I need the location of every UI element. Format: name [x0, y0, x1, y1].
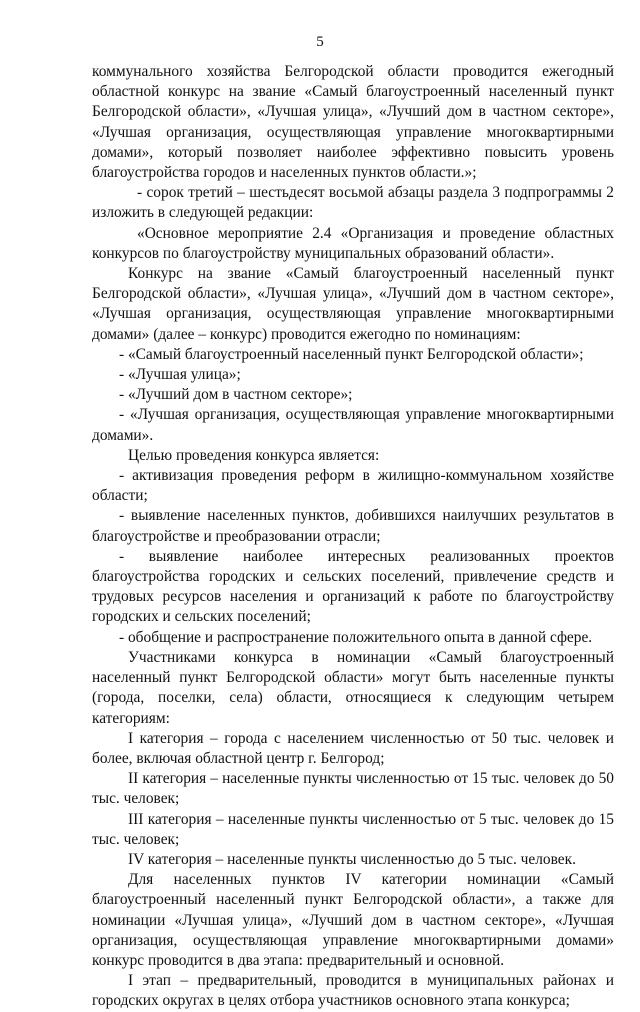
- paragraph: Для населенных пунктов IV категории номинации «Самый благоустроенный населенный пункт Белгородской области», а также для номинации «Лучшая улица», «Лучший дом в частном секторе», «Лучшая организация, осуществляющая управление многоквартирными домами» конкурс проводится в два этапа: предварительный и основной.: [92, 871, 614, 969]
- paragraph: Конкурс на звание «Самый благоустроенный населенный пункт Белгородской области», «Лучшая улица», «Лучший дом в частном секторе», «Лучшая организация, осуществляющая управление многоквартирными домами» (далее – конкурс) проводится ежегодно по номинациям:: [92, 265, 614, 343]
- list-item: - «Лучшая улица»;: [119, 366, 241, 384]
- list-item: - активизация проведения реформ в жилищно-коммунальном хозяйстве области;: [92, 467, 614, 505]
- list-item: - выявление наиболее интересных реализованных проектов благоустройства городских и сельских поселений, привлечение средств и трудовых ресурсов населения и организаций к работе по благоустройству городских и сельских поселений;: [92, 547, 614, 626]
- list-item: - «Лучший дом в частном секторе»;: [119, 386, 353, 404]
- paragraph: III категория – населенные пункты численностью от 5 тыс. человек до 15 тыс. человек;: [92, 810, 614, 848]
- page-number: 5: [316, 34, 324, 50]
- document-body: [92, 62, 614, 1012]
- list-item: - обобщение и распространение положительного опыта в данной сфере.: [119, 628, 593, 646]
- paragraph: Целью проведения конкурса является:: [128, 446, 380, 464]
- list-item: - «Самый благоустроенный населенный пункт Белгородской области»;: [119, 345, 584, 363]
- paragraph: I категория – города с населением численностью от 50 тыс. человек и более, включая областной центр г. Белгород;: [92, 729, 614, 767]
- paragraph: IV категория – населенные пункты численностью до 5 тыс. человек.: [128, 850, 576, 868]
- paragraph: - сорок третий – шестьдесят восьмой абзацы раздела 3 подпрограммы 2 изложить в следующей редакции:: [92, 184, 614, 222]
- paragraph: II категория – населенные пункты численностью от 15 тыс. человек до 50 тыс. человек;: [92, 770, 614, 808]
- paragraph: I этап – предварительный, проводится в муниципальных районах и городских округах в целях отбора участников основного этапа конкурса;: [92, 972, 614, 1010]
- paragraph: «Основное мероприятие 2.4 «Организация и проведение областных конкурсов по благоустройству муниципальных образований области».: [92, 224, 614, 262]
- list-item: - выявление населенных пунктов, добившихся наилучших результатов в благоустройстве и преобразовании отрасли;: [92, 507, 614, 545]
- paragraph: коммунального хозяйства Белгородской области проводится ежегодный областной конкурс на звание «Самый благоустроенный населенный пункт Белгородской области», «Лучшая улица», «Лучший дом в частном секторе», «Лучшая организация, осуществляющая управление многоквартирными домами», который позволяет наиболее эффективно повысить уровень благоустройства городов и населенных пунктов области.»;: [92, 63, 614, 182]
- list-item: - «Лучшая организация, осуществляющая управление многоквартирными домами».: [92, 406, 614, 444]
- paragraph: Участниками конкурса в номинации «Самый благоустроенный населенный пункт Белгородской области» могут быть населенные пункты (города, поселки, села) области, относящиеся к следующим четырем категориям:: [92, 648, 614, 727]
